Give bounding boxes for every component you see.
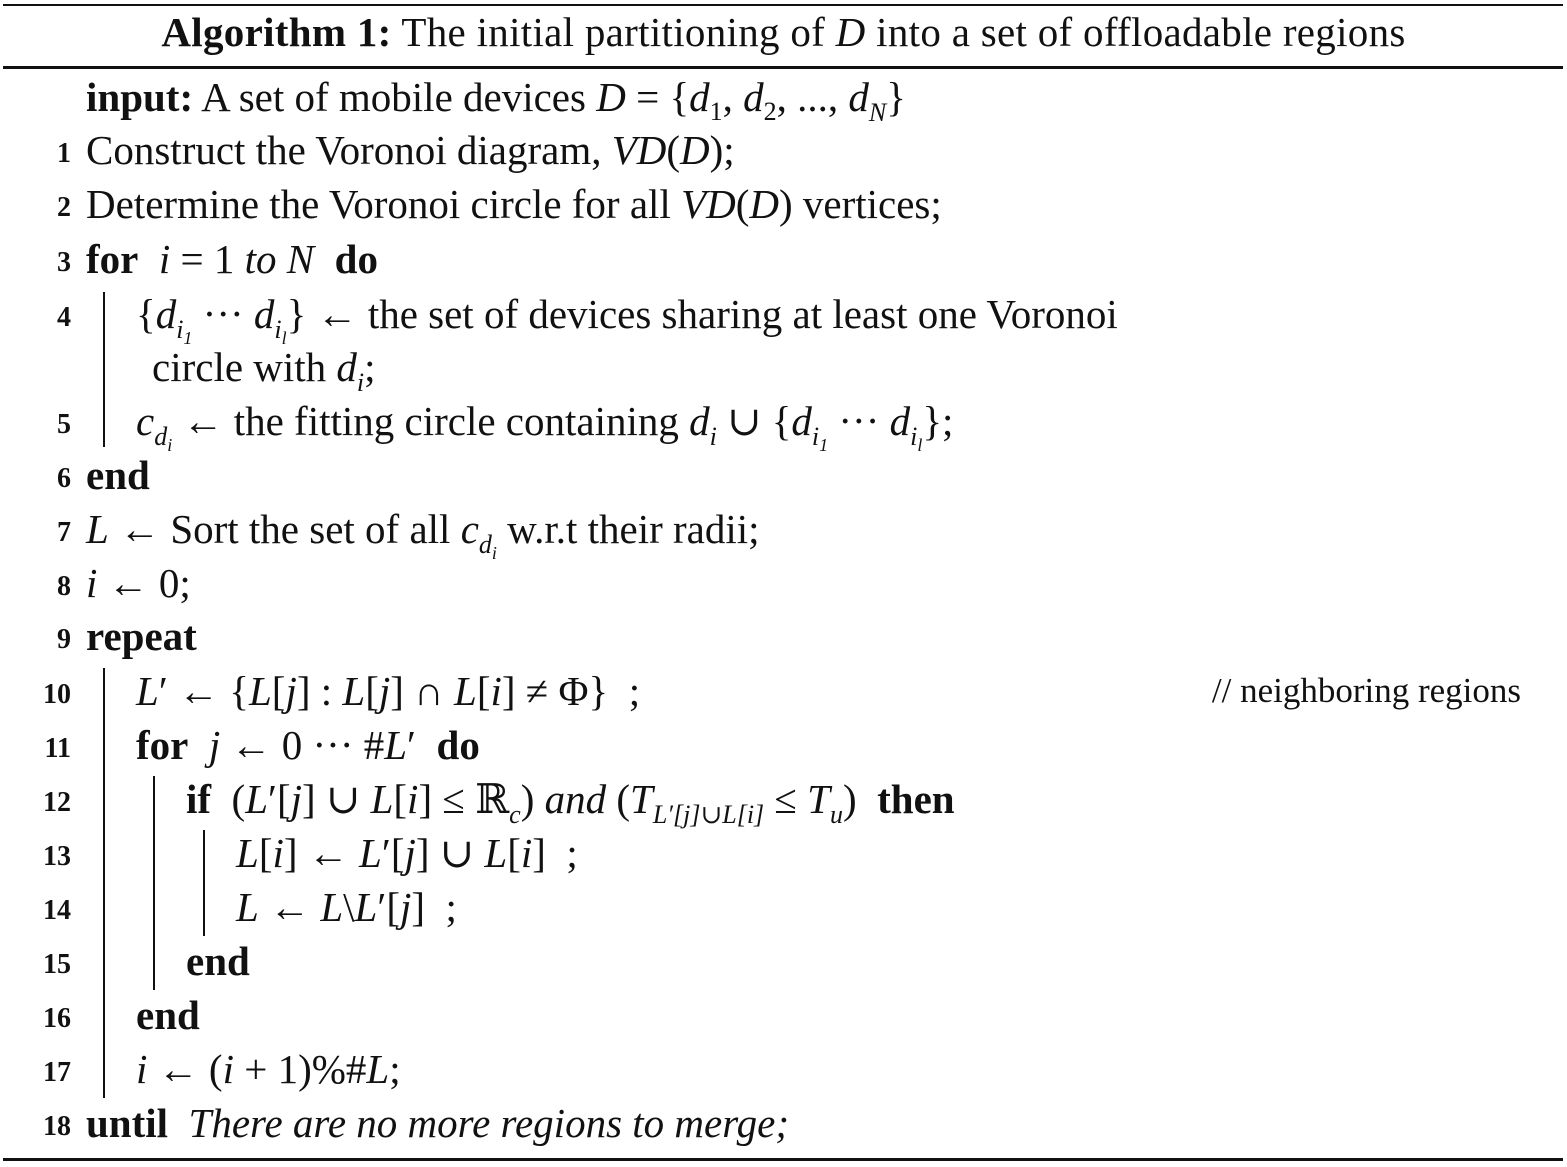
- indent-bar: [153, 776, 155, 990]
- line-number: 16: [43, 1003, 71, 1034]
- algo-line-4-cont: [0, 340, 1567, 397]
- line-number: 15: [43, 949, 71, 980]
- line-number: 11: [44, 733, 71, 764]
- algo-line-2: [0, 177, 1567, 231]
- line-text: Determine the Voronoi circle for all VD(D) vertices;: [86, 181, 942, 227]
- input-expr: D: [596, 74, 626, 120]
- caption-var: D: [835, 9, 866, 55]
- line-number: 17: [43, 1057, 71, 1088]
- algo-line-17: [0, 1042, 1567, 1096]
- line-text: if (L′[j] ∪ L[i] ≤ ℝ$_c$) and $(T_{L'[j]\cup L[i]} \le T_u)$ then: [186, 776, 955, 829]
- line-number: 7: [57, 517, 71, 548]
- algo-line-16: [0, 988, 1567, 1042]
- line-keyword: repeat: [86, 613, 197, 659]
- line-number: 5: [57, 409, 71, 440]
- bottom-rule: [3, 1158, 1563, 1161]
- algo-line-5: [0, 394, 1567, 456]
- line-number: 14: [43, 895, 71, 926]
- caption-rule: [3, 66, 1563, 69]
- algo-line-10: [0, 664, 1567, 718]
- line-number: 8: [57, 571, 71, 602]
- line-text: until There are no more regions to merge;: [86, 1100, 790, 1146]
- algorithm-caption: [0, 8, 1567, 56]
- line-number: 13: [43, 841, 71, 872]
- top-rule: [3, 4, 1563, 6]
- line-text: for j ← 0 ··· #L′ do: [136, 722, 480, 768]
- line-text: {$d_{i_1}$ ··· $d_{i_l}$} ← the set of devices sharing at least one Voronoi: [136, 291, 1118, 349]
- line-number: 6: [57, 463, 71, 494]
- line-number: 1: [57, 138, 71, 169]
- line-number: 4: [57, 302, 71, 333]
- indent-bar: [103, 292, 105, 447]
- algo-line-1: [0, 123, 1567, 177]
- algo-line-9: [0, 609, 1567, 663]
- indent-bar: [103, 668, 105, 1098]
- algo-line-6: [0, 448, 1567, 502]
- algo-line-13: [0, 826, 1567, 880]
- line-number: 10: [43, 679, 71, 710]
- input-line: input: A set of mobile devices $D = \{d_1$, $d_2$, ..., $d_N$}: [86, 74, 906, 127]
- algo-line-11: [0, 718, 1567, 772]
- algo-line-12: [0, 772, 1567, 829]
- line-text: Construct the Voronoi diagram, VD(D);: [86, 127, 735, 173]
- algo-line-3: [0, 232, 1567, 286]
- line-text: i ← (i + 1)%#L;: [136, 1046, 401, 1092]
- line-number: 2: [57, 192, 71, 223]
- line-keyword: end: [86, 452, 150, 498]
- algo-line-8: [0, 556, 1567, 610]
- caption-text-after: into a set of offloadable regions: [876, 9, 1406, 55]
- line-text: L ← L\L′[j] ;: [236, 884, 457, 930]
- caption-label: Algorithm 1:: [161, 9, 392, 55]
- caption-text-before: The initial partitioning of: [401, 9, 826, 55]
- algo-line-18: [0, 1096, 1567, 1150]
- algo-line-14: [0, 880, 1567, 934]
- line-keyword: end: [186, 938, 250, 984]
- line-keyword: end: [136, 992, 200, 1038]
- input-keyword: input:: [86, 74, 194, 120]
- line-comment: // neighboring regions: [1211, 671, 1521, 710]
- line-number: 9: [57, 624, 71, 655]
- line-number: 18: [43, 1111, 71, 1142]
- line-text: circle with $d_i$;: [152, 344, 376, 397]
- algo-line-4: [0, 287, 1567, 349]
- indent-bar: [203, 830, 205, 936]
- line-text: L[i] ← L′[j] ∪ L[i] ;: [236, 830, 578, 876]
- line-text: for i = 1 to N do: [86, 236, 378, 282]
- line-text: L′ ← {L[j] : L[j] ∩ L[i] ≠ Φ} ;: [136, 668, 641, 714]
- input-text: A set of mobile devices: [201, 74, 586, 120]
- line-text: L ← Sort the set of all $c_{d_i}$ w.r.t their radii;: [86, 506, 760, 564]
- algo-line-7: [0, 502, 1567, 564]
- line-text: $c_{d_i}$ ← the fitting circle containing $d_i$ ∪ {$d_{i_1}$ ··· $d_{i_l}$};: [136, 398, 954, 456]
- line-number: 3: [57, 247, 71, 278]
- algo-line-15: [0, 934, 1567, 988]
- line-text: i ← 0;: [86, 560, 191, 606]
- line-number: 12: [43, 787, 71, 818]
